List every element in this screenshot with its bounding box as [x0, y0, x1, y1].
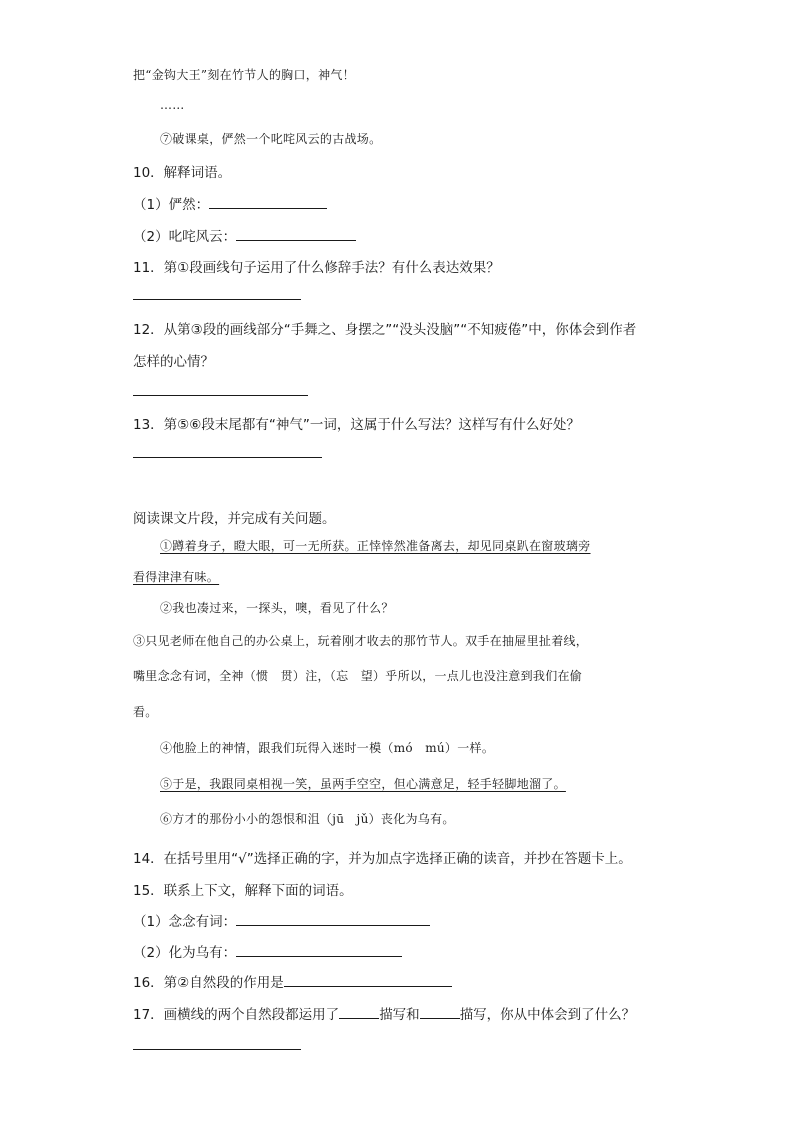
- passage2-intro: 阅读课文片段，并完成有关问题。: [133, 511, 336, 527]
- question-17-part-3: 描写，你从中体会到了什么？: [459, 1007, 636, 1023]
- question-16: [133, 971, 452, 991]
- passage1-paragraph-7: ⑦破课桌，俨然一个叱咤风云的古战场。: [160, 132, 382, 146]
- question-12-line-2: 怎样的心情？: [133, 354, 214, 370]
- answer-blank-17-2[interactable]: [420, 1006, 460, 1019]
- question-10-item-2-label: （2）叱咤风云：: [133, 229, 237, 245]
- answer-blank-13[interactable]: [133, 457, 322, 458]
- answer-blank-10-2[interactable]: [236, 228, 356, 241]
- question-17-part-1: 17．画横线的两个自然段都运用了: [133, 1007, 340, 1023]
- passage2-paragraph-3-line-1: ③只见老师在他自己的办公桌上，玩着刚才收去的那竹节人。双手在抽屉里扯着线，: [133, 634, 589, 648]
- passage2-paragraph-3-line-2: 嘴里念念有词，全神（惯 贯）注，（忘 望）乎所以，一点儿也没注意到我们在偷: [133, 669, 583, 683]
- question-15-item-2-label: （2）化为乌有：: [133, 945, 237, 961]
- question-10-item-2: [133, 225, 356, 245]
- question-11: 11．第①段画线句子运用了什么修辞手法？有什么表达效果？: [133, 260, 500, 276]
- question-15-title: 15．联系上下文，解释下面的词语。: [133, 883, 353, 899]
- question-10-title: 10．解释词语。: [133, 165, 232, 181]
- answer-blank-12[interactable]: [133, 395, 308, 396]
- passage2-paragraph-3-line-3: 看。: [133, 705, 158, 719]
- question-14: 14．在括号里用“√”选择正确的字，并为加点字选择正确的读音，并抄在答题卡上。: [133, 851, 632, 867]
- answer-blank-16[interactable]: [284, 974, 452, 987]
- question-15-item-2: [133, 941, 402, 961]
- question-10-item-1-label: （1）俨然：: [133, 197, 210, 213]
- answer-blank-11[interactable]: [133, 299, 301, 300]
- passage2-paragraph-6: ⑥方才的那份小小的怨恨和沮（jū jǔ）丧化为乌有。: [160, 812, 455, 826]
- question-12-line-1: 12．从第③段的画线部分“手舞之、身摆之”“没头没脑”“不知疲倦”中，你体会到作者: [133, 322, 637, 338]
- answer-blank-17-1[interactable]: [339, 1006, 379, 1019]
- passage2-paragraph-4: ④他脸上的神情，跟我们玩得入迷时一模（mó mú）一样。: [160, 741, 495, 755]
- question-15-item-1: [133, 910, 430, 930]
- question-17: [133, 1003, 635, 1023]
- answer-blank-15-1[interactable]: [236, 913, 430, 926]
- passage2-paragraph-1-line-2: 看得津津有味。: [133, 570, 220, 584]
- answer-blank-10-1[interactable]: [209, 196, 327, 209]
- question-17-part-2: 描写和: [379, 1007, 420, 1023]
- answer-blank-15-2[interactable]: [236, 944, 402, 957]
- question-10-item-1: [133, 193, 327, 213]
- question-15-item-1-label: （1）念念有词：: [133, 914, 237, 930]
- passage2-paragraph-5: ⑤于是，我跟同桌相视一笑，虽两手空空，但心满意足，轻手轻脚地溜了。: [160, 777, 566, 791]
- question-16-label: 16．第②自然段的作用是: [133, 975, 284, 991]
- question-13: 13．第⑤⑥段末尾都有“神气”一词，这属于什么写法？这样写有什么好处？: [133, 417, 580, 433]
- passage1-paragraph-1-end: 把“金钩大王”刻在竹节人的胸口，神气！: [133, 68, 355, 82]
- answer-blank-17[interactable]: [133, 1049, 301, 1050]
- ellipsis: ……: [160, 98, 185, 112]
- passage2-paragraph-1-line-1: ①蹲着身子，瞪大眼，可一无所获。正悻悻然准备离去，却见同桌趴在窗玻璃旁: [160, 539, 591, 553]
- passage2-paragraph-2: ②我也凑过来，一探头，噢，看见了什么？: [160, 601, 394, 615]
